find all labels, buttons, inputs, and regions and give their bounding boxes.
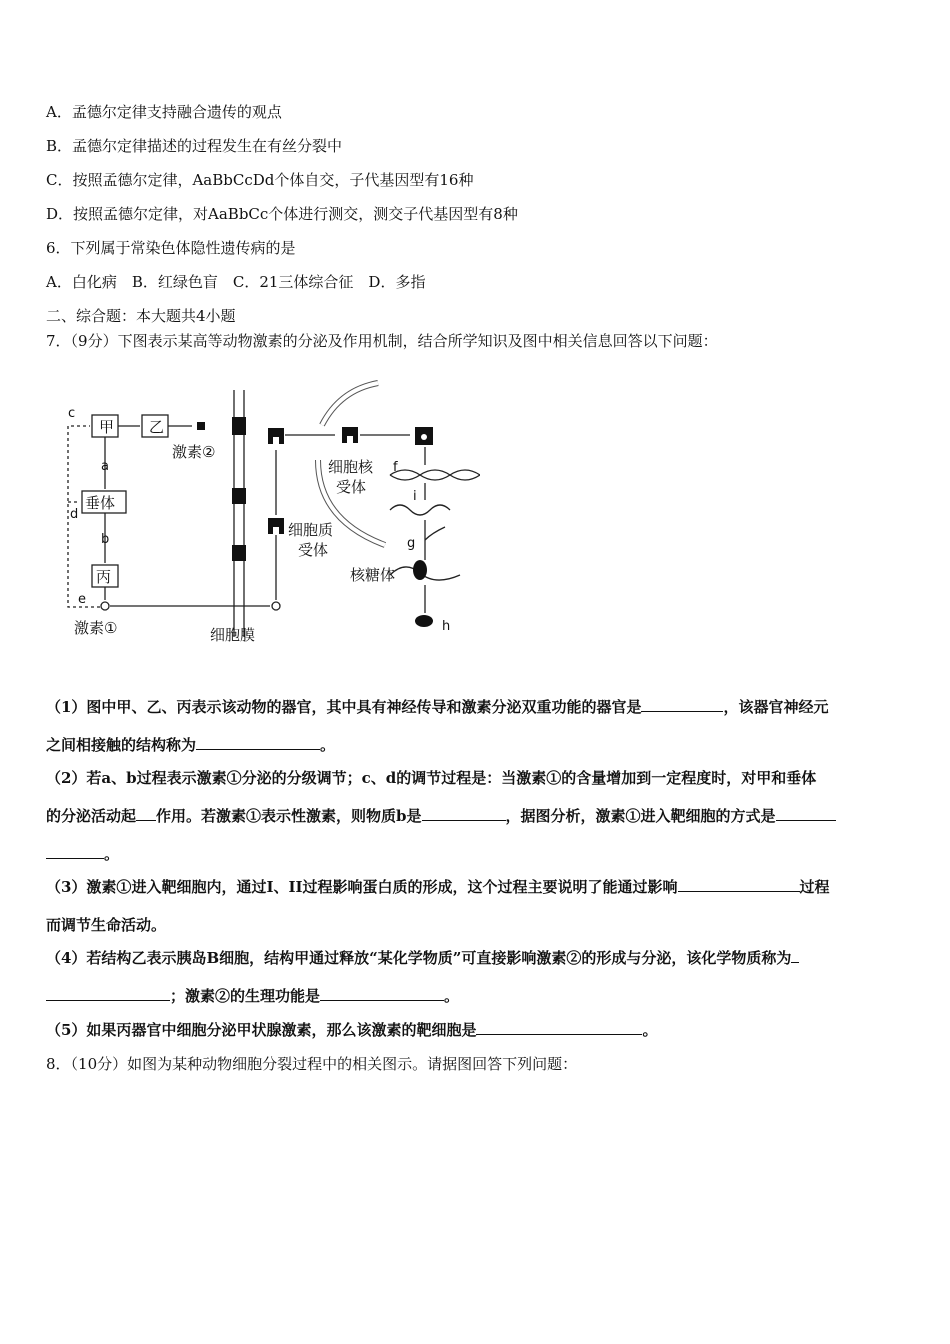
option-d: D．按照孟德尔定律，对AaBbCc个体进行测交，测交子代基因型有8种	[46, 205, 518, 223]
label-hormone1: 激素①	[74, 619, 118, 637]
label-e: e	[78, 592, 86, 607]
q7-part1-line2: 之间相接触的结构称为	[46, 736, 197, 754]
label-d: d	[70, 507, 79, 522]
q7-part2-line2b: 作用。若激素①表示性激素，则物质b是	[156, 807, 422, 825]
label-chuiti: 垂体	[85, 494, 116, 512]
answer-blank[interactable]	[320, 986, 444, 1001]
q7-part2-line2a: 的分泌活动起	[46, 807, 137, 825]
q7-part3-text: （3）激素①进入靶细胞内，通过I、II过程影响蛋白质的形成，这个过程主要说明了能通过影响	[46, 878, 678, 896]
label-a: a	[101, 459, 109, 474]
answer-blank[interactable]	[776, 806, 836, 821]
label-ribosome: 核糖体	[350, 566, 396, 584]
label-g: g	[407, 536, 416, 551]
section-title: 二、综合题：本大题共4小题	[46, 307, 236, 325]
q7-part2	[46, 768, 906, 868]
label-b: b	[101, 532, 110, 547]
q7-part1-line2-end: 。	[320, 736, 336, 754]
q7-stem: 7．（9分）下图表示某高等动物激素的分泌及作用机制，结合所学知识及图中相关信息回答以下问题：	[46, 332, 718, 350]
label-f: f	[393, 460, 398, 475]
q7-part2-line2c: ，据图分析，激素①进入靶细胞的方式是	[505, 807, 776, 825]
label-nucleus-receptor: 细胞核	[328, 458, 374, 476]
q7-part1	[46, 697, 906, 757]
option-a: A．孟德尔定律支持融合遗传的观点	[46, 103, 282, 121]
label-membrane: 细胞膜	[210, 626, 256, 644]
q7-part1-text-end: ，该器官神经元	[723, 698, 829, 716]
hormone-mechanism-figure	[60, 375, 480, 650]
q7-part1-text: （1）图中甲、乙、丙表示该动物的器官，其中具有神经传导和激素分泌双重功能的器官是	[46, 698, 642, 716]
q7-part4-text: （4）若结构乙表示胰岛B细胞，结构甲通过释放“某化学物质”可直接影响激素②的形成与分泌，该化学物质称为	[46, 949, 792, 967]
label-bing: 丙	[96, 568, 112, 586]
option-b: B．孟德尔定律描述的过程发生在有丝分裂中	[46, 137, 343, 155]
answer-blank[interactable]	[476, 1020, 642, 1035]
label-i: i	[413, 489, 417, 504]
q6-stem: 6．下列属于常染色体隐性遗传病的是	[46, 239, 296, 257]
label-h: h	[442, 619, 451, 634]
answer-blank[interactable]	[46, 844, 104, 859]
q7-part3-text-end: 过程	[799, 878, 830, 896]
answer-blank[interactable]	[46, 986, 170, 1001]
q7-part4-line2-end: 。	[444, 987, 460, 1005]
q7-part4-line2a: ；激素②的生理功能是	[170, 987, 321, 1005]
q7-part5	[46, 1020, 906, 1042]
label-c: c	[68, 406, 76, 421]
answer-blank[interactable]	[422, 806, 506, 821]
answer-blank[interactable]	[678, 877, 800, 892]
q7-part4	[46, 948, 906, 1008]
answer-blank[interactable]	[791, 948, 799, 963]
option-c: C．按照孟德尔定律，AaBbCcDd个体自交，子代基因型有16种	[46, 171, 474, 189]
answer-blank[interactable]	[641, 697, 723, 712]
q8-stem: 8．（10分）如图为某种动物细胞分裂过程中的相关图示。请据图回答下列问题：	[46, 1055, 578, 1073]
q6-options: A．白化病 B．红绿色盲 C．21三体综合征 D．多指	[46, 273, 426, 291]
q7-part3	[46, 877, 906, 937]
q7-part3-line2: 而调节生命活动。	[46, 916, 167, 934]
label-cyto-receptor-2: 受体	[298, 541, 329, 559]
label-cyto-receptor: 细胞质	[288, 521, 334, 539]
label-hormone2: 激素②	[172, 443, 216, 461]
label-nucleus-receptor-2: 受体	[336, 478, 367, 496]
q7-part2-line3-end: 。	[104, 845, 120, 863]
q7-part5-text-end: 。	[642, 1021, 658, 1039]
answer-blank[interactable]	[196, 735, 320, 750]
answer-blank[interactable]	[136, 806, 156, 821]
q7-part2-text: （2）若a、b过程表示激素①分泌的分级调节；c、d的调节过程是：当激素①的含量增加到一定程度时，对甲和垂体	[46, 769, 817, 787]
label-jia: 甲	[99, 418, 115, 436]
q7-part5-text: （5）如果丙器官中细胞分泌甲状腺激素，那么该激素的靶细胞是	[46, 1021, 477, 1039]
label-yi: 乙	[149, 418, 165, 436]
